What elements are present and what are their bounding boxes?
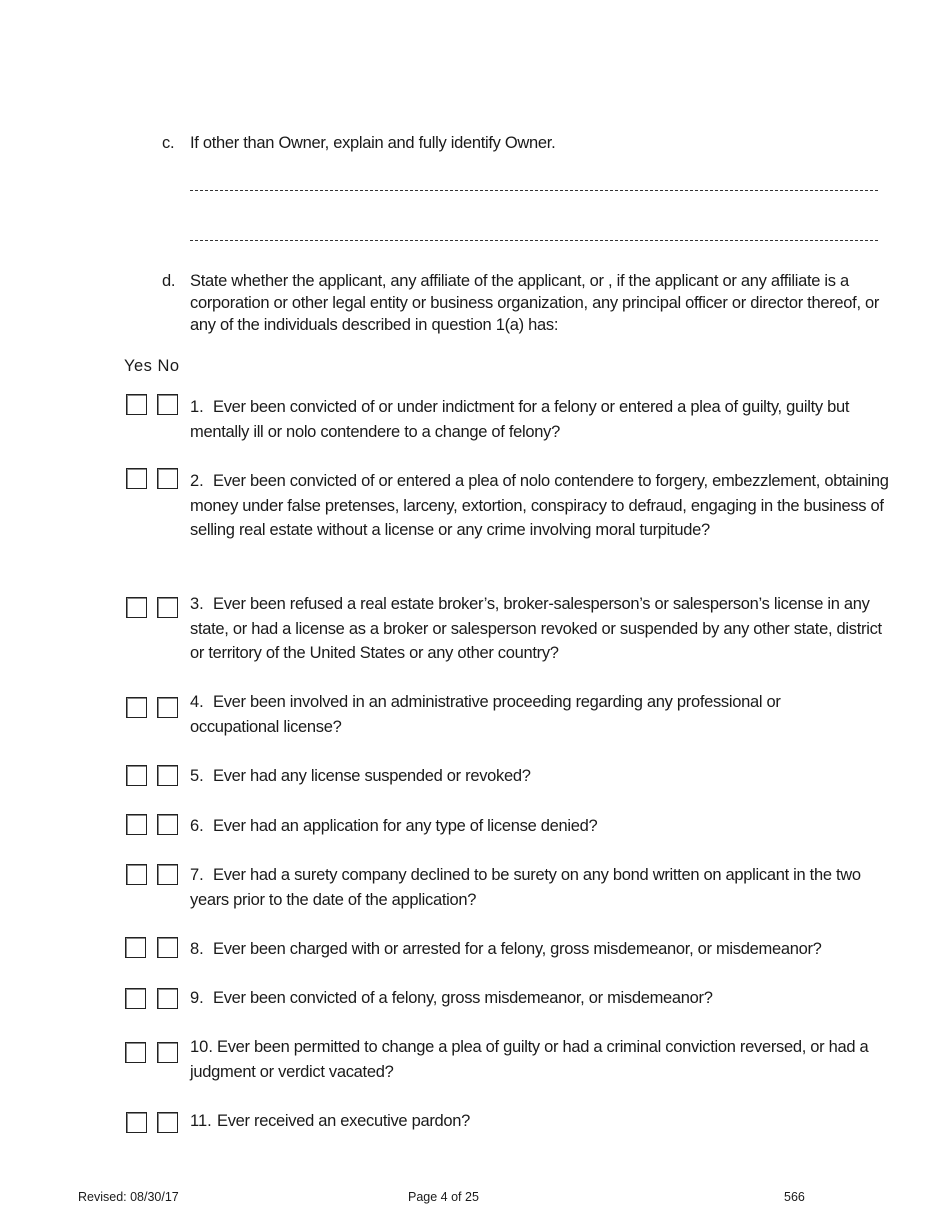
page-number: Page 4 of 25 — [408, 1190, 479, 1204]
q10-text: Ever been permitted to change a plea of guilty or had a criminal conviction reversed, or had a judgment or verdict vacated? — [190, 1038, 869, 1081]
q11-no-checkbox[interactable] — [157, 1112, 178, 1133]
item-d-letter: d. — [162, 272, 176, 290]
q7-number: 7. — [190, 866, 204, 884]
q9-number: 9. — [190, 989, 204, 1007]
q8-yes-checkbox[interactable] — [125, 937, 146, 958]
q4-yes-checkbox[interactable] — [126, 697, 147, 718]
q5-text: Ever had any license suspended or revoked? — [213, 767, 531, 785]
q5-yes-checkbox[interactable] — [126, 765, 147, 786]
q2-text: Ever been convicted of or entered a plea of nolo contendere to forgery, embezzlement, obtaining money under false pretenses, larceny, extortion, conspiracy to defraud, engaging in the business of selling real estate without a license or any crime involving moral turpitude? — [190, 472, 889, 539]
item-d-text: State whether the applicant, any affiliate of the applicant, or , if the applicant or any affiliate is a corporation or other legal entity or business organization, any principal officer or director thereof, or any of the individuals described in question 1(a) has: — [190, 272, 880, 334]
item-c-letter: c. — [162, 134, 175, 152]
q2-no-checkbox[interactable] — [157, 468, 178, 489]
q6-yes-checkbox[interactable] — [126, 814, 147, 835]
q7-yes-checkbox[interactable] — [126, 864, 147, 885]
q10-number: 10. — [190, 1038, 213, 1056]
q3-text: Ever been refused a real estate broker’s, broker-salesperson’s or salesperson’s license in any state, or had a license as a broker or salesperson revoked or suspended by any other state, district or territory of the United States or any other country? — [190, 595, 882, 662]
q1-text: Ever been convicted of or under indictment for a felony or entered a plea of guilty, guilty but mentally ill or nolo contendere to a change of felony? — [190, 398, 850, 441]
q1-yes-checkbox[interactable] — [126, 394, 147, 415]
q2-number: 2. — [190, 472, 204, 490]
q3-yes-checkbox[interactable] — [126, 597, 147, 618]
q5-no-checkbox[interactable] — [157, 765, 178, 786]
q9-no-checkbox[interactable] — [157, 988, 178, 1009]
owner-explanation-line-2[interactable] — [190, 240, 878, 241]
q9-yes-checkbox[interactable] — [125, 988, 146, 1009]
q8-no-checkbox[interactable] — [157, 937, 178, 958]
q3-no-checkbox[interactable] — [157, 597, 178, 618]
q8-number: 8. — [190, 940, 204, 958]
q11-text: Ever received an executive pardon? — [217, 1112, 471, 1130]
item-c-text: If other than Owner, explain and fully identify Owner. — [190, 134, 556, 152]
revision-date: Revised: 08/30/17 — [78, 1190, 179, 1204]
q6-no-checkbox[interactable] — [157, 814, 178, 835]
q5-number: 5. — [190, 767, 204, 785]
yes-header: Yes — [124, 357, 153, 375]
q4-text: Ever been involved in an administrative proceeding regarding any professional or occupational license? — [190, 693, 781, 736]
yes-no-header — [124, 357, 180, 376]
q6-number: 6. — [190, 817, 204, 835]
q10-no-checkbox[interactable] — [157, 1042, 178, 1063]
q4-no-checkbox[interactable] — [157, 697, 178, 718]
q10-yes-checkbox[interactable] — [125, 1042, 146, 1063]
owner-explanation-line-1[interactable] — [190, 190, 878, 191]
q3-number: 3. — [190, 595, 204, 613]
q1-no-checkbox[interactable] — [157, 394, 178, 415]
q4-number: 4. — [190, 693, 204, 711]
q11-yes-checkbox[interactable] — [126, 1112, 147, 1133]
q6-text: Ever had an application for any type of license denied? — [213, 817, 598, 835]
q8-text: Ever been charged with or arrested for a felony, gross misdemeanor, or misdemeanor? — [213, 940, 822, 958]
q1-number: 1. — [190, 398, 204, 416]
q9-text: Ever been convicted of a felony, gross misdemeanor, or misdemeanor? — [213, 989, 713, 1007]
q7-text: Ever had a surety company declined to be surety on any bond written on applicant in the two years prior to the date of the application? — [190, 866, 861, 909]
no-header: No — [157, 357, 180, 375]
q7-no-checkbox[interactable] — [157, 864, 178, 885]
form-number: 566 — [784, 1190, 805, 1204]
q2-yes-checkbox[interactable] — [126, 468, 147, 489]
q11-number: 11. — [190, 1112, 212, 1130]
